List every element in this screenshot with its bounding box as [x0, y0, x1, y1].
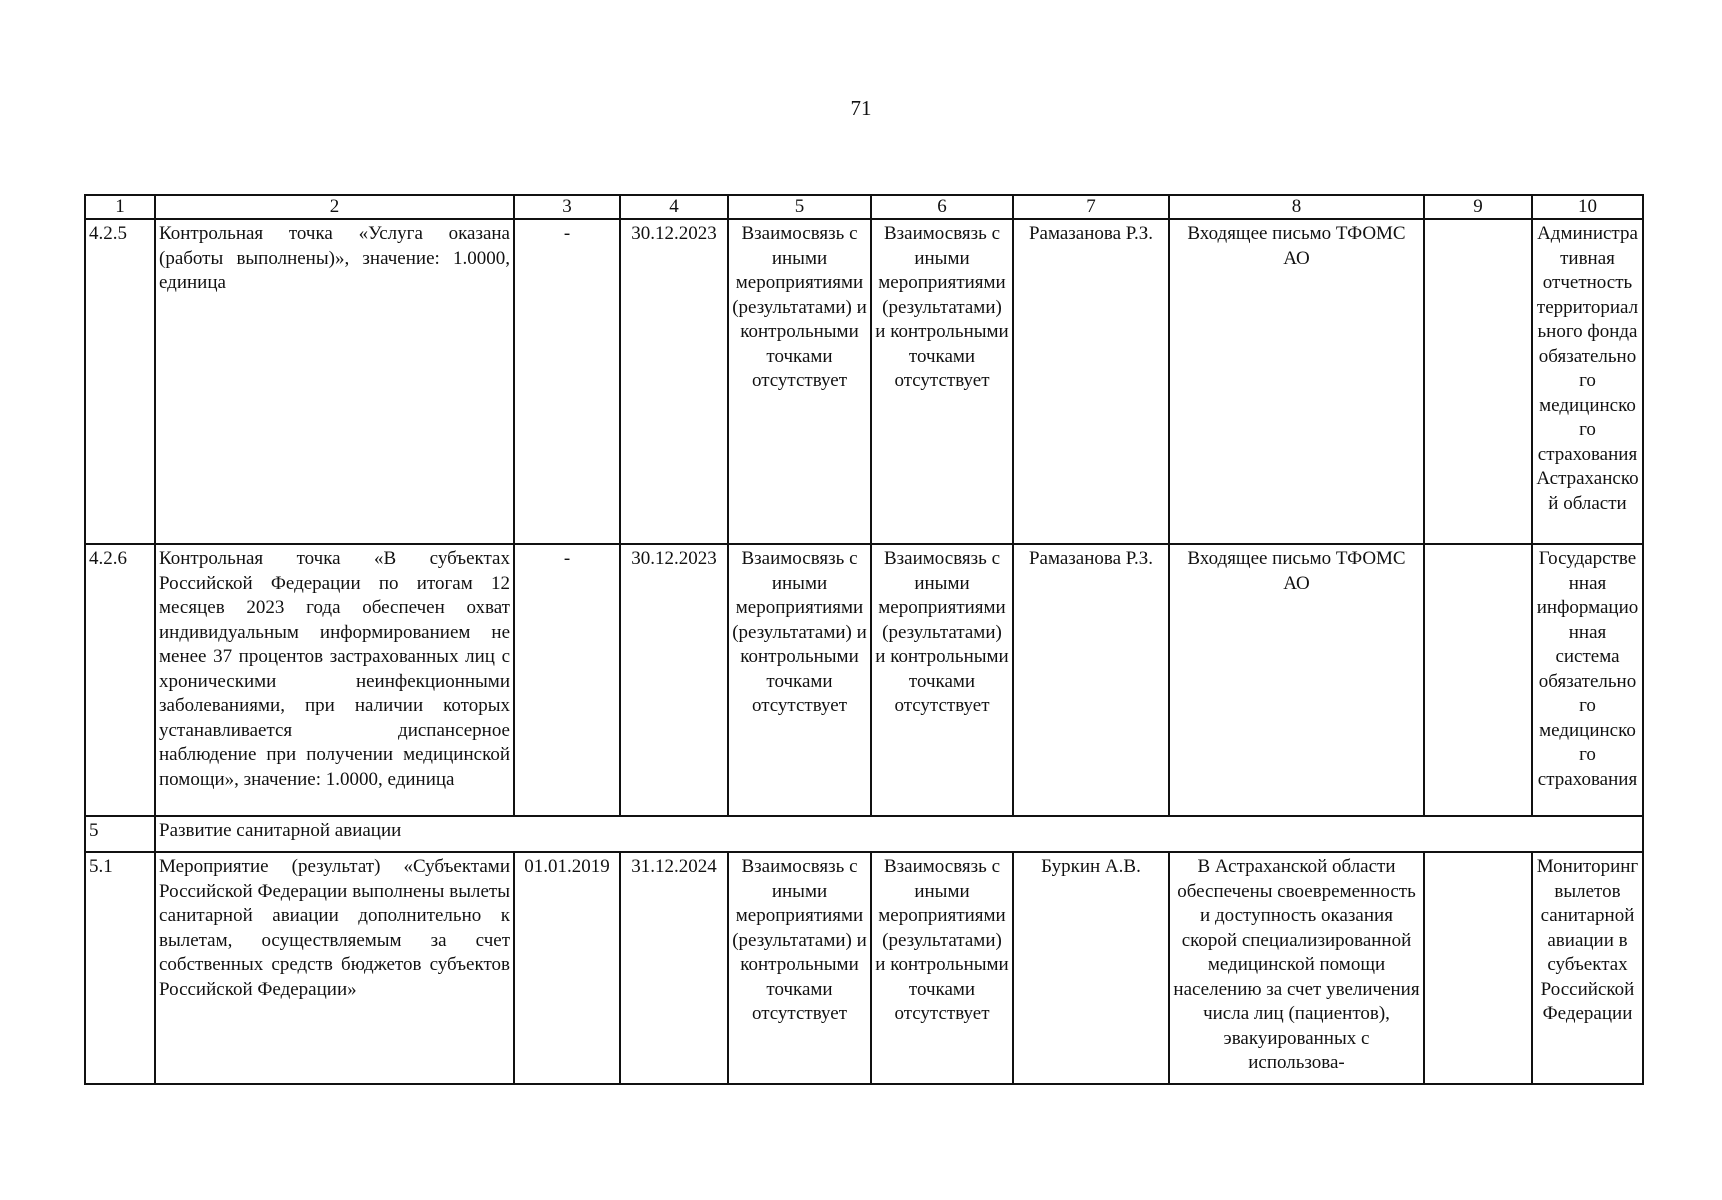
column-number: 5 — [728, 195, 871, 219]
row-number: 5.1 — [85, 852, 155, 1084]
section-title: Развитие санитарной авиации — [155, 816, 1643, 852]
column-number-row — [85, 195, 1643, 219]
column-number: 4 — [620, 195, 728, 219]
responsible-person: Рамазанова Р.З. — [1013, 219, 1169, 544]
start-date: - — [514, 544, 620, 816]
result-document — [1169, 852, 1424, 1084]
predecessor-links: Взаимосвязь с иными мероприятиями (результатами) и контрольными точками отсутствует — [728, 852, 871, 1084]
result-document-text: В Астраханской области обеспечены своевременность и доступность оказания скорой специализированной медицинской помощи населению за счет увеличения числа лиц (пациентов), эвакуированных с использова- — [1173, 856, 1420, 1073]
column-9-cell — [1424, 544, 1532, 816]
table-row — [85, 852, 1643, 1084]
table-row — [85, 544, 1643, 816]
row-number: 4.2.6 — [85, 544, 155, 816]
row-title: Контрольная точка «Услуга оказана (работы выполнены)», значение: 1.0000, единица — [155, 219, 514, 544]
responsible-person: Рамазанова Р.З. — [1013, 544, 1169, 816]
successor-links: Взаимосвязь с иными мероприятиями (результатами) и контрольными точками отсутствует — [871, 544, 1013, 816]
successor-links: Взаимосвязь с иными мероприятиями (результатами) и контрольными точками отсутствует — [871, 219, 1013, 544]
column-9-cell — [1424, 852, 1532, 1084]
column-number: 9 — [1424, 195, 1532, 219]
column-number: 2 — [155, 195, 514, 219]
section-number: 5 — [85, 816, 155, 852]
column-number: 8 — [1169, 195, 1424, 219]
result-document: Входящее письмо ТФОМС АО — [1169, 544, 1424, 816]
column-number: 10 — [1532, 195, 1643, 219]
information-system: Мониторинг вылетов санитарной авиации в субъектах Российской Федерации — [1532, 852, 1643, 1084]
column-number: 6 — [871, 195, 1013, 219]
end-date: 30.12.2023 — [620, 544, 728, 816]
predecessor-links: Взаимосвязь с иными мероприятиями (результатами) и контрольными точками отсутствует — [728, 219, 871, 544]
column-number: 7 — [1013, 195, 1169, 219]
table-row — [85, 219, 1643, 544]
column-number: 3 — [514, 195, 620, 219]
row-title: Контрольная точка «В субъектах Российской Федерации по итогам 12 месяцев 2023 года обеспечен охват индивидуальным информированием не менее 37 процентов застрахованных лиц с хроническими неинфекционными заболеваниями, при наличии которых устанавливается диспансерное наблюдение при получении медицинской помощи», значение: 1.0000, единица — [155, 544, 514, 816]
predecessor-links: Взаимосвязь с иными мероприятиями (результатами) и контрольными точками отсутствует — [728, 544, 871, 816]
responsible-person: Буркин А.В. — [1013, 852, 1169, 1084]
column-number: 1 — [85, 195, 155, 219]
section-row — [85, 816, 1643, 852]
row-title: Мероприятие (результат) «Субъектами Российской Федерации выполнены вылеты санитарной авиации дополнительно к вылетам, осуществляемым за счет собственных средств бюджетов субъектов Российской Федерации» — [155, 852, 514, 1084]
end-date: 30.12.2023 — [620, 219, 728, 544]
information-system: Административная отчетность территориального фонда обязательного медицинского страхования Астраханской области — [1532, 219, 1643, 544]
successor-links: Взаимосвязь с иными мероприятиями (результатами) и контрольными точками отсутствует — [871, 852, 1013, 1084]
column-9-cell — [1424, 219, 1532, 544]
page-number: 71 — [850, 96, 872, 120]
start-date: - — [514, 219, 620, 544]
plan-table — [84, 194, 1644, 1085]
row-number: 4.2.5 — [85, 219, 155, 544]
end-date: 31.12.2024 — [620, 852, 728, 1084]
information-system: Государственная информационная система обязательного медицинского страхования — [1532, 544, 1643, 816]
start-date: 01.01.2019 — [514, 852, 620, 1084]
result-document: Входящее письмо ТФОМС АО — [1169, 219, 1424, 544]
